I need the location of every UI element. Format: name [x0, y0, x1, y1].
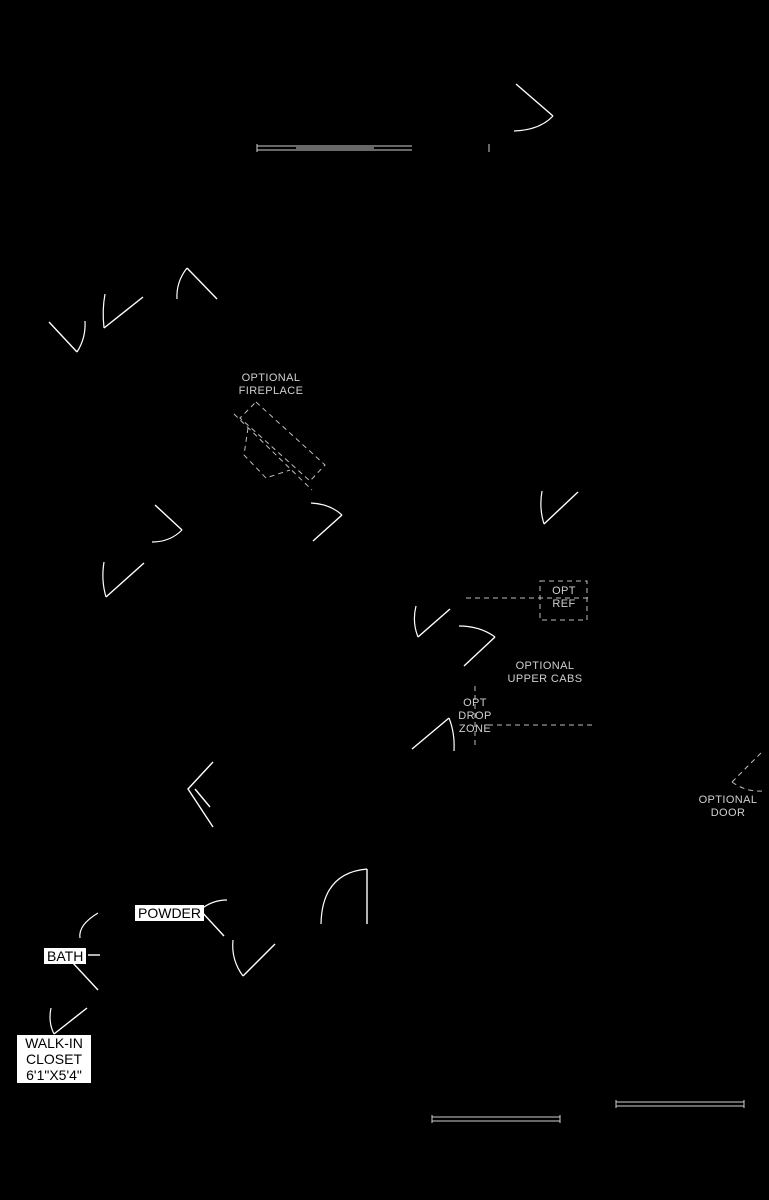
door-swing-lower-2: [233, 940, 275, 976]
door-swing-top-entry: [514, 84, 553, 131]
room-label-powder: POWDER: [135, 905, 204, 921]
bottom-window-left: [432, 1115, 560, 1123]
room-label-bath: BATH: [44, 948, 86, 964]
optional-upper-cabs-label: OPTIONAL UPPER CABS: [507, 660, 583, 685]
door-swing-middle-right: [541, 491, 578, 524]
optional-door-swing: [732, 752, 762, 791]
bottom-window-right: [616, 1100, 744, 1108]
door-swing-middle-left-1: [152, 505, 182, 542]
door-swing-walk-in-closet: [50, 1008, 87, 1034]
door-swing-kitchen-2: [459, 626, 495, 666]
door-swing-powder: [200, 900, 227, 936]
top-sliding-door: [257, 144, 489, 152]
door-swing-upper-left-2: [103, 294, 143, 328]
opt-ref-label: OPT REF: [552, 585, 576, 610]
optional-fireplace-outline: [234, 402, 325, 490]
door-swing-middle-1: [311, 503, 342, 541]
door-swing-middle-left-2: [103, 562, 144, 597]
optional-door-label: OPTIONAL DOOR: [698, 794, 758, 819]
door-swing-upper-left-1: [49, 321, 85, 352]
door-swing-kitchen-1: [414, 606, 450, 637]
door-swing-drop-zone: [412, 718, 454, 751]
door-swing-upper-left-3: [177, 268, 217, 299]
door-swing-lower-center: [321, 869, 367, 924]
optional-fireplace-label: OPTIONAL FIREPLACE: [238, 372, 304, 397]
bifold-door-left: [188, 762, 213, 827]
room-label-walk-in-closet: WALK-IN CLOSET 6'1"X5'4": [17, 1035, 91, 1083]
opt-drop-zone-label: OPT DROP ZONE: [458, 697, 492, 735]
